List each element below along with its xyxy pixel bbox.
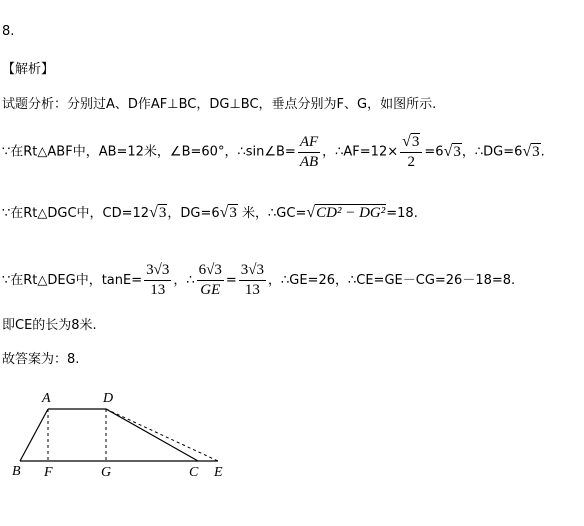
- step-1: [2, 133, 545, 171]
- step-1-eq: =6: [424, 144, 444, 160]
- sqrt3-over-2-fraction: [400, 133, 422, 171]
- step-3-tail: ，∴GE=26，∴CE=GE－CG=26－18=8.: [268, 273, 516, 288]
- step-2-mid2: 米，∴GC=: [237, 206, 307, 221]
- step-1-mid: ，∴AF=12×: [322, 144, 399, 160]
- step-3-mid: ，∴: [173, 273, 195, 288]
- sqrt3-over-2-den: 2: [407, 154, 416, 170]
- final-answer: 故答案为：8.: [2, 352, 80, 367]
- ge-fraction-num: 6√3: [197, 262, 224, 281]
- step-1-tail: .: [540, 144, 545, 160]
- step-3-eq: =: [225, 273, 237, 288]
- sin-fraction-num: AF: [298, 134, 320, 153]
- sqrt-3-cd: √3: [149, 204, 167, 221]
- tan-fraction-num: 3√3: [144, 262, 171, 281]
- label-b: B: [12, 464, 21, 479]
- gc-radical: √CD² − DG²: [306, 204, 386, 221]
- sqrt-3b: √3: [522, 142, 540, 160]
- step-1-prefix: ∵在Rt△ABF中，AB=12米，∠B=60°，∴sin∠B=: [2, 144, 296, 160]
- sqrt3-over-2-num: √3: [400, 133, 422, 153]
- label-g: G: [101, 465, 112, 480]
- step-1-mid2: ，∴DG=6: [461, 144, 523, 160]
- label-a: A: [42, 391, 51, 406]
- conclusion: 即CE的长为8米.: [2, 318, 97, 333]
- sqrt-3: √3: [443, 142, 461, 160]
- rhs-fraction: [239, 262, 266, 299]
- ge-fraction: [197, 262, 224, 299]
- step-3: [2, 262, 515, 299]
- label-e: E: [214, 465, 223, 480]
- tan-fraction: [144, 262, 171, 299]
- step-2-mid: ，DG=6: [167, 206, 220, 221]
- segment-dc: [106, 409, 198, 461]
- rhs-fraction-num: 3√3: [239, 262, 266, 281]
- label-d: D: [103, 391, 114, 406]
- sin-fraction-den: AB: [299, 153, 319, 170]
- tan-fraction-den: 13: [150, 282, 166, 298]
- step-3-prefix: ∵在Rt△DEG中，tanE=: [2, 273, 143, 288]
- sqrt-3-dg: √3: [219, 204, 237, 221]
- analysis-text: 试题分析：分别过A、D作AF⊥BC，DG⊥BC，垂点分别为F、G，如图所示.: [2, 97, 437, 112]
- rhs-fraction-den: 13: [244, 282, 260, 298]
- ge-fraction-den: GE: [200, 282, 221, 298]
- step-2-tail: =18.: [386, 206, 418, 221]
- label-f: F: [44, 465, 53, 480]
- answer-number: 8.: [2, 24, 15, 39]
- section-header: 【解析】: [2, 62, 55, 77]
- trapezoid-figure: [0, 385, 260, 480]
- segment-ab: [20, 409, 48, 461]
- dashed-de: [106, 409, 218, 461]
- label-c: C: [189, 465, 199, 480]
- step-2: [2, 205, 418, 222]
- step-2-prefix: ∵在Rt△DGC中，CD=12: [2, 206, 150, 221]
- sin-fraction: [298, 134, 320, 171]
